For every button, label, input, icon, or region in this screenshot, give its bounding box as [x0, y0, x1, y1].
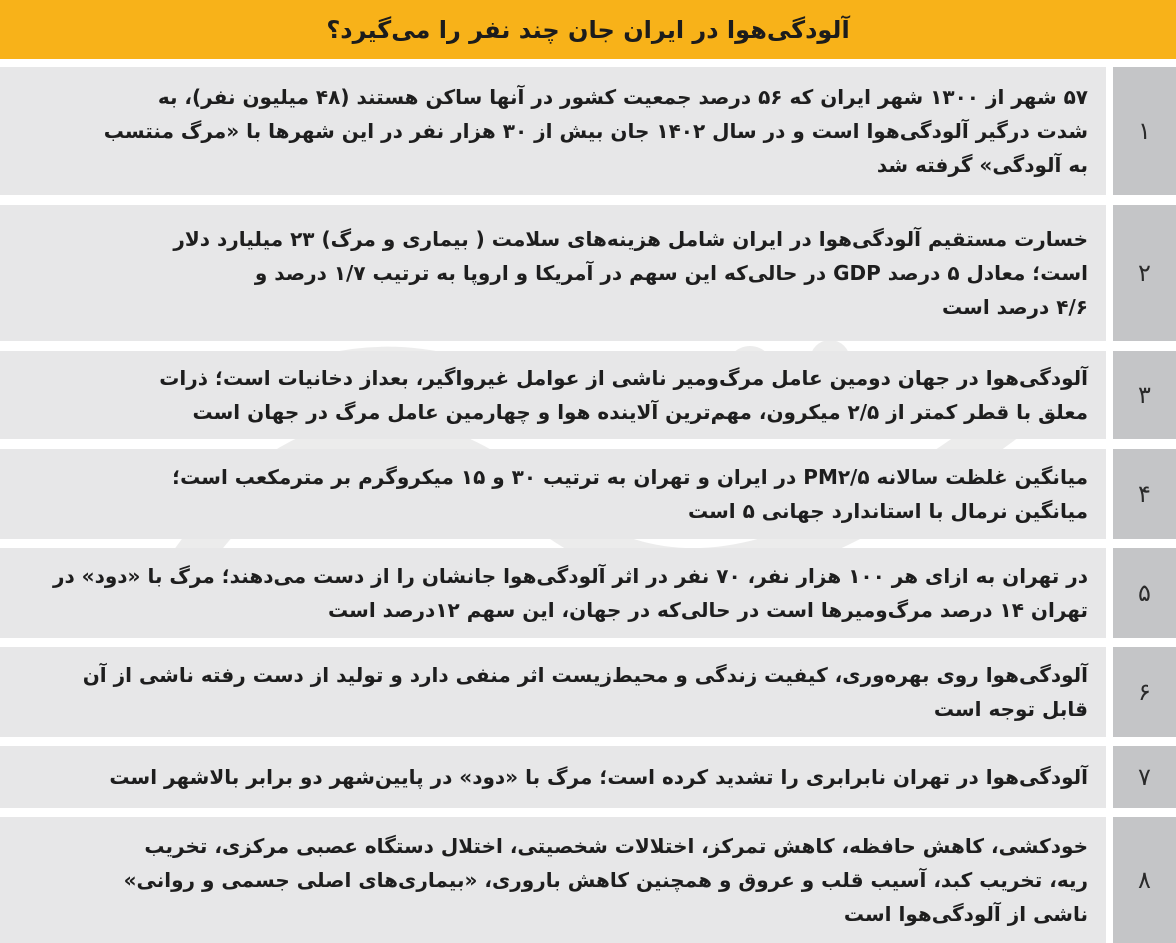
row-text	[0, 817, 1106, 943]
row-text	[0, 746, 1106, 808]
row-text	[0, 647, 1106, 737]
row-line: معلق با قطر کمتر از ۲/۵ میکرون، مهم‌ترین آلاینده هوا و چهارمین عامل مرگ در جهان است	[192, 400, 1088, 424]
row-line: شدت درگیر آلودگی‌هوا است و در سال ۱۴۰۲ جان بیش از ۳۰ هزار نفر در این شهرها با «مرگ منتسب	[103, 119, 1088, 143]
row-text	[0, 449, 1106, 539]
row-line: میانگین نرمال با استاندارد جهانی ۵ است	[687, 499, 1088, 523]
row-line: آلودگی‌هوا در تهران نابرابری را تشدید کرده است؛ مرگ با «دود» در پایین‌شهر دو برابر بالاشهر است	[109, 765, 1088, 789]
row-line: تهران ۱۴ درصد مرگ‌ومیرها است در حالی‌که در جهان، این سهم ۱۲درصد است	[328, 598, 1088, 622]
row-line: آلودگی‌هوا در جهان دومین عامل مرگ‌ومیر ناشی از عوامل غیرواگیر، بعداز دخانیات است؛ ذرات	[159, 366, 1088, 390]
table-row	[0, 647, 1176, 737]
row-number: ۱	[1113, 67, 1176, 195]
row-line: است؛ معادل ۵ درصد GDP در حالی‌که این سهم در آمریکا و اروپا به ترتیب ۱/۷ درصد و	[254, 261, 1088, 285]
row-text	[0, 351, 1106, 439]
row-text	[0, 67, 1106, 195]
row-line: قابل توجه است	[933, 697, 1088, 721]
row-number: ۸	[1113, 817, 1176, 943]
row-text	[0, 548, 1106, 638]
row-number: ۵	[1113, 548, 1176, 638]
row-line: آلودگی‌هوا روی بهره‌وری، کیفیت زندگی و محیط‌زیست اثر منفی دارد و تولید از دست رفته ناشی از آن	[82, 663, 1088, 687]
row-line: ناشی از آلودگی‌هوا است	[843, 902, 1088, 926]
title-bar	[0, 0, 1176, 59]
row-number: ۶	[1113, 647, 1176, 737]
row-number: ۳	[1113, 351, 1176, 439]
table-row	[0, 817, 1176, 943]
row-line: میانگین غلظت سالانه PM۲/۵ در ایران و تهران به ترتیب ۳۰ و ۱۵ میکروگرم بر مترمکعب است؛	[172, 465, 1088, 489]
table-row	[0, 205, 1176, 341]
table-row	[0, 548, 1176, 638]
row-number: ۴	[1113, 449, 1176, 539]
table-row	[0, 351, 1176, 439]
table-row	[0, 746, 1176, 808]
row-line: ۵۷ شهر از ۱۳۰۰ شهر ایران که ۵۶ درصد جمعیت کشور در آنها ساکن هستند (۴۸ میلیون نفر)، به	[157, 85, 1088, 109]
row-text	[0, 205, 1106, 341]
row-line: به آلودگی» گرفته شد	[876, 153, 1088, 177]
row-line: در تهران به ازای هر ۱۰۰ هزار نفر، ۷۰ نفر در اثر آلودگی‌هوا جانشان را از دست می‌دهند؛ مرگ با «دود» در	[52, 564, 1088, 588]
table-row	[0, 449, 1176, 539]
row-line: خسارت مستقیم آلودگی‌هوا در ایران شامل هزینه‌های سلامت ( بیماری و مرگ) ۲۳ میلیارد دلار	[173, 227, 1088, 251]
table-row	[0, 67, 1176, 195]
row-line: خودکشی، کاهش حافظه، کاهش تمرکز، اختلالات شخصیتی، اختلال دستگاه عصبی مرکزی، تخریب	[144, 834, 1088, 858]
row-line: ریه، تخریب کبد، آسیب قلب و عروق و همچنین کاهش باروری، «بیماری‌های اصلی جسمی و روانی»	[123, 868, 1088, 892]
row-number: ۷	[1113, 746, 1176, 808]
row-line: ۴/۶ درصد است	[942, 295, 1088, 319]
row-number: ۲	[1113, 205, 1176, 341]
page-title: آلودگی‌هوا در ایران جان چند نفر را می‌گیرد؟	[326, 15, 850, 44]
